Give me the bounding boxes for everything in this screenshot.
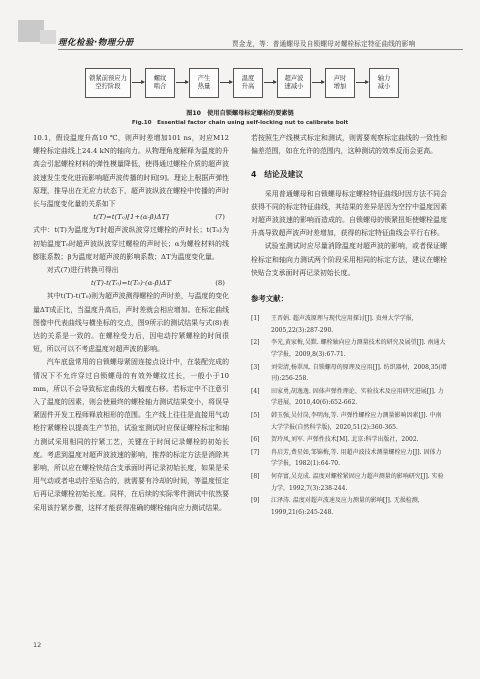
chain-box-6: 声时 增加: [325, 68, 355, 98]
reference-text: 江泽涛. 温度对超声波速及应力测量的影响[J]. 无损检测，1999,21(6):245-248.: [271, 497, 424, 516]
page-number: 12: [33, 641, 42, 649]
paragraph: 采用普通螺母和自锁螺母标定螺栓特征曲线时因方法不同会获得不同的标定特征曲线，其结果的差异是因为空拧中温度因素对超声波波速的影响而造成的。自锁螺母的锁紧扭矩使螺栓温度升高导致超声波声时差增加，获得的标定特征曲线会平行右移。: [251, 189, 447, 238]
chain-box-4: 温度 升高: [233, 68, 263, 98]
reference-number: [2]: [251, 339, 260, 347]
chain-box-7: 轴力 减小: [369, 68, 399, 98]
reference-text: 刘荣清,杨翠凤. 自锁螺母的原理及应用[J]. 纺织器材，2008,35(增刊):256-258.: [271, 363, 447, 383]
paragraph: 试验室测试时应尽量消除温度对超声波的影响，或者保证螺栓标定和轴向力测试两个阶段采用相同的标定方法，建议在螺栓快贴合支承面时再记录初始长度。: [251, 242, 447, 277]
paragraph: 10.1，假设温度升高10 ℃，则声时差增加101 ns，对应M12螺栓标定曲线上24.4 kN的轴向力。从物理角度解释为温度的升高会引起螺栓材料的弹性模量降低，使得通过螺栓介质的超声波波速发生变化进而影响超声波传播的时间[9]。理论上根据声弹性原理，推导出在无应力状态下，超声波纵波在螺栓中传播的声时长与温度变化量的关系如下: [33, 134, 229, 209]
equation-text: t(T)-t(T₀)=t(T₀)·(α-β)ΔT: [91, 279, 171, 288]
chain-box-1: 锁紧前预应力 空拧阶段: [85, 68, 131, 98]
reference-item: [251, 337, 447, 360]
equation-number: (8): [215, 279, 225, 288]
page-header: [0, 0, 480, 52]
reference-text: 韩玉强,吴付岗,李明海,等. 声弹性螺栓应力测量影响因素[J]. 中南大学学报(自然科学版)，2020,51(2):360-365.: [271, 411, 442, 431]
reference-text: 王晋娟. 超声波原理与现代应用探讨[J]. 贵州大学学报，2005,22(3):287-290.: [271, 315, 418, 334]
factor-chain-diagram: [85, 68, 395, 100]
equation-number: (7): [215, 213, 225, 222]
paragraph: 汽车底盘常用的自锁螺母紧固连接点设计中，在装配完成的情况下不允许穿过自锁螺母的有效外螺纹过长，一般小于10 mm，所以不会导致标定曲线的大幅度右移。若标定中不注意引入了温度的因素，则会使最终的螺栓轴力测试结果变小，将误导紧固件开发工程师释放相形的范围。生产线上往往是直接用气动枪拧紧螺栓以提高生产节拍，试验室测试时应保证螺栓标定和轴力测试采用相同的拧紧工艺，关键在于时间记录螺栓的初始长度。考虑到温度对超声波波速的影响，推荐的标定方法是消除其影响，所以应在螺栓快结合支承面时再记录初始长度，如果是采用气动或者电动拧至贴合的，就需要有冷却的时间，等温度恒定后再记录螺栓初始长度。同样，在后续的实际零件测试中依然要采用该拧紧步骤，这样才能获得准确的螺栓轴向应力测试结果。: [33, 358, 229, 512]
chain-arrow: [312, 82, 324, 83]
paragraph: 其中t(T)-t(T₀)则为超声波测得螺栓的声时差，与温度的变化量ΔT成正比，当温度升高后，声时差就会相应增加。在标定曲线图像中代表曲线与横坐标的交点，图9所示的测试结果与式(8)表达的关系是一致的。在螺栓受力后，因电动拧紧螺栓的时间很短，所以可以不考虑温度对超声波的影响。: [33, 292, 229, 354]
journal-logo-accent: [40, 30, 56, 44]
figure-caption-cn: 图10 使用自锁螺母标定螺栓的要素链: [186, 110, 294, 117]
reference-text: 李光,黄家梅,吴默. 螺栓轴向应力测量技术的研究及展望[J]. 南通大学学报，2009,8(3):67-71.: [271, 339, 446, 359]
running-head: 贾金龙，等：普通螺母及自锁螺母对螺栓标定特征曲线的影响: [232, 40, 416, 48]
chain-arrow: [356, 82, 368, 83]
chain-arrow: [220, 82, 232, 83]
chain-arrow: [264, 82, 276, 83]
reference-item: [251, 386, 447, 409]
reference-text: 冉启芳,费星如,邹锦梅,等. 用超声波技术测量螺栓应力[J]. 固体力学学报，1982(1):64-70.: [271, 448, 442, 468]
reference-item: [251, 495, 447, 518]
chain-box-3: 产生 热量: [189, 68, 219, 98]
reference-text: 贺玲凤,刘军. 声弹性技术[M]. 北京:科学出版社，2002.: [271, 436, 419, 444]
equation-text: t(T)=t(T₀)[1+(α-β)ΔT]: [93, 213, 169, 222]
references-title: 参考文献：: [251, 294, 288, 304]
journal-brand: 理化检验·物理分册: [58, 38, 134, 48]
equation-8: [33, 277, 229, 290]
reference-text: 何存富,吴克成. 温度对螺栓紧固应力超声测量的影响研究[J]. 实验力学，1992,7(3):238-244.: [271, 472, 444, 492]
reference-item: [251, 313, 447, 336]
paragraph: 对式(7)进行转换可得出: [46, 266, 119, 275]
figure-caption-en: Fig.10 Essential factor chain using self-locking nut to calibrate bolt: [131, 120, 349, 126]
reference-list: [251, 313, 447, 518]
paragraph: 若按照生产线模式标定和测试，则需要观察标定曲线的一致性和偏差范围，如在允许的范围内，这种测试的效率反而会更高。: [251, 134, 447, 156]
reference-number: [8]: [251, 472, 260, 480]
reference-number: [1]: [251, 315, 260, 323]
section-title: 4 结论及建议: [251, 170, 304, 180]
reference-number: [6]: [251, 436, 260, 444]
reference-number: [5]: [251, 411, 260, 419]
reference-item: [251, 362, 447, 385]
reference-number: [7]: [251, 448, 260, 456]
reference-item: [251, 410, 447, 433]
left-column: [33, 132, 229, 515]
reference-number: [4]: [251, 387, 260, 395]
reference-item: [251, 471, 447, 494]
right-column: [251, 132, 447, 519]
header-rule: [58, 49, 463, 50]
reference-number: [3]: [251, 363, 260, 371]
reference-item: [251, 434, 447, 446]
paragraph: 式中：t(T)为温度为T时超声波纵波穿过螺栓的声时长；t(T₀)为初始温度T₀时超声波纵波穿过螺栓的声时长；α为螺栓材料的线膨胀系数；β为温度对超声波的影响系数；ΔT为温度变化量。: [33, 226, 229, 261]
equation-7: [33, 211, 229, 224]
chain-box-5: 超声波 速减小: [277, 68, 311, 98]
reference-number: [9]: [251, 497, 260, 505]
chain-arrow: [176, 82, 188, 83]
reference-item: [251, 447, 447, 470]
chain-arrow: [132, 82, 144, 83]
reference-text: 田家勇,胡逸逸. 固体声弹性理论、实验技术及应用研究进展[J]. 力学进展，2010,40(6):652-662.: [271, 387, 444, 407]
chain-box-2: 螺纹 啮合: [145, 68, 175, 98]
